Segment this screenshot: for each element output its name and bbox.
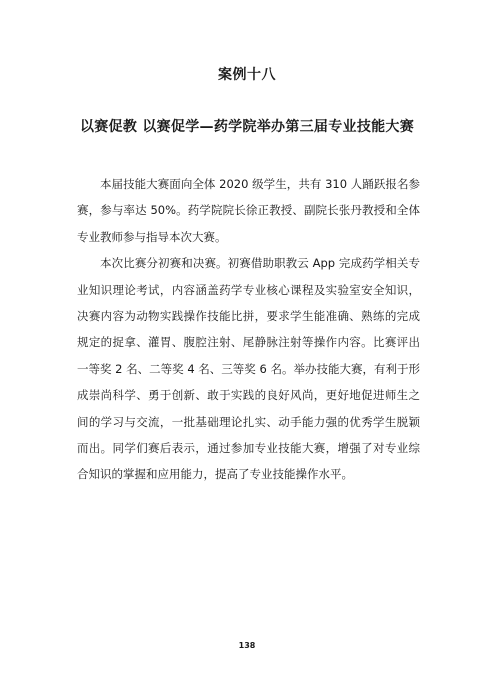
paragraph: 本次比赛分初赛和决赛。初赛借助职教云 App 完成药学相关专业知识理论考试，内容涵盖药学专业核心课程及实验室安全知识，决赛内容为动物实践操作技能比拼，要求学生能准确、熟练的完成规定的捉拿、灌胃、腹腔注射、尾静脉注射等操作内容。比赛评出一等奖 2 名、二等奖 4 名、三等奖 6 名。举办技能大赛，有利于形成崇尚科学、勇于创新、敢于实践的良好风尚，更好地促进师生之间的学习与交流，一批基础理论扎实、动手能力强的优秀学生脱颖而出。同学们赛后表示，通过参加专业技能大赛，增强了对专业综合知识的掌握和应用能力，提高了专业技能操作水平。 (77, 256, 420, 482)
case-title: 案例十八 (218, 67, 276, 83)
article-title: 以赛促教 以赛促学—药学院举办第三届专业技能大赛 (79, 119, 415, 135)
paragraph: 本届技能大赛面向全体 2020 级学生，共有 310 人踊跃报名参赛，参与率达 50%。药学院院长徐正教授、副院长张丹教授和全体专业教师参与指导本次大赛。 (77, 177, 420, 244)
article-body (77, 171, 420, 488)
page-number: 138 (238, 641, 256, 650)
